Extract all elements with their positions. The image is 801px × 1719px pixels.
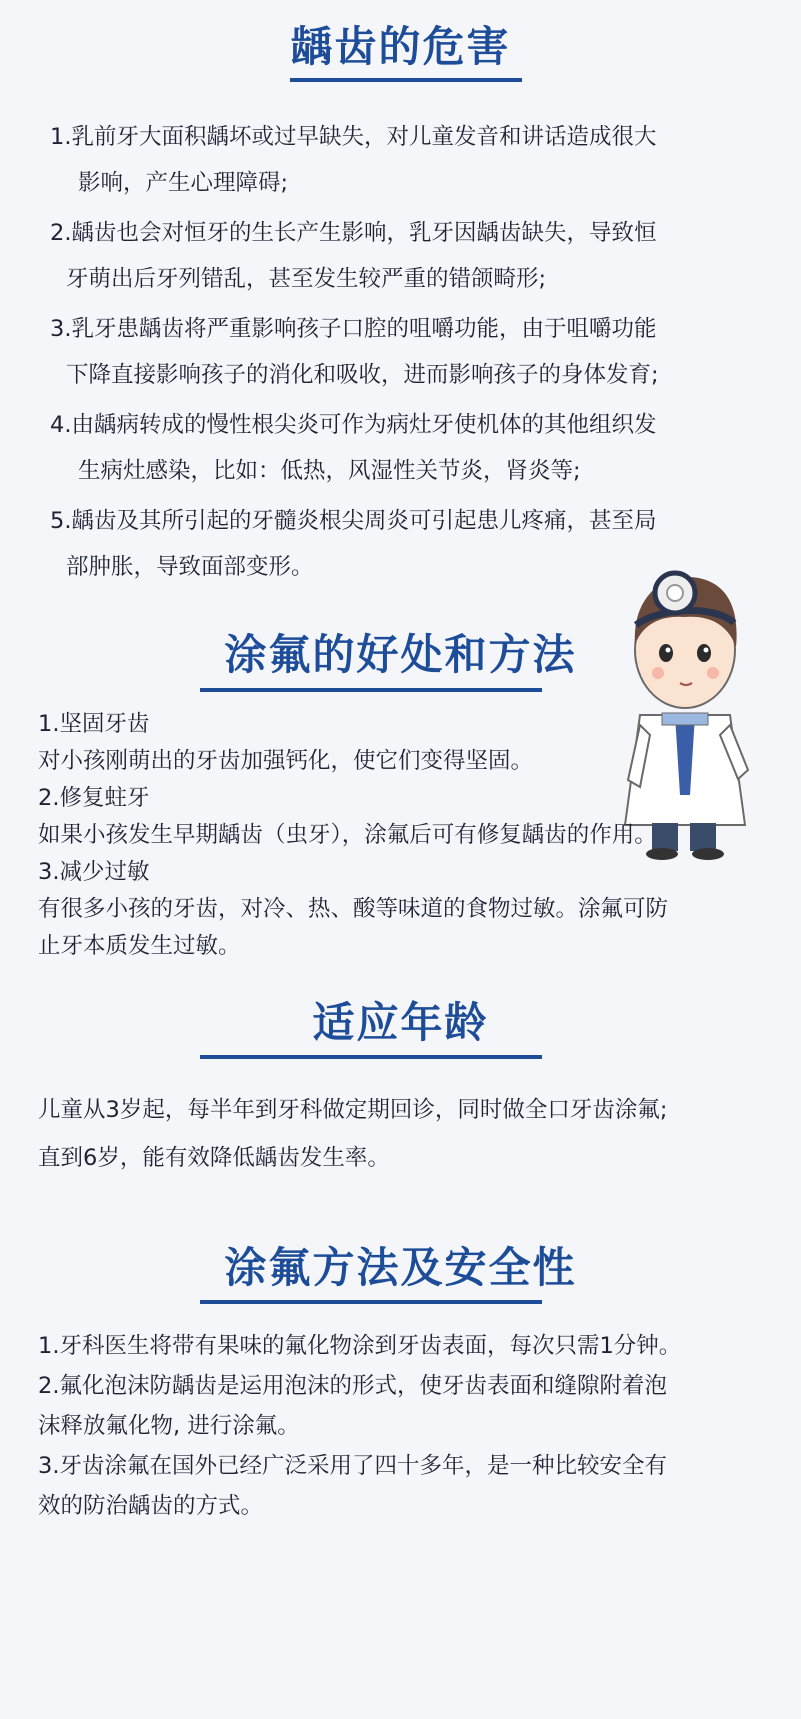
benefit-heading-3: 3.减少过敏 [38, 859, 150, 885]
section-title-suitable-age: 适应年龄 [312, 998, 489, 1047]
method-line-3b: 效的防治龋齿的方式。 [38, 1493, 264, 1519]
benefit-text-1: 对小孩刚萌出的牙齿加强钙化，使它们变得坚固。 [38, 748, 534, 774]
title-underline [200, 1055, 542, 1059]
benefit-text-2: 如果小孩发生早期龋齿（虫牙），涂氟后可有修复龋齿的作用。 [38, 822, 657, 848]
method-line-2a: 2.氟化泡沫防龋齿是运用泡沫的形式，使牙齿表面和缝隙附着泡 [38, 1373, 667, 1399]
age-text: 儿童从3岁起，每半年到牙科做定期回诊，同时做全口牙齿涂氟; 直到6岁，能有效降低龋齿发生率。 [38, 1097, 668, 1171]
method-line-2b: 沫释放氟化物, 进行涂氟。 [38, 1413, 300, 1439]
title-underline [200, 1300, 542, 1304]
harm-item-1: 1.乳前牙大面积龋坏或过早缺失，对儿童发音和讲话造成很大 影响，产生心理障碍; [50, 124, 657, 196]
benefit-text-3b: 止牙本质发生过敏。 [38, 933, 241, 959]
harm-item-4: 4.由龋病转成的慢性根尖炎可作为病灶牙使机体的其他组织发 生病灶感染，比如：低热，风湿性关节炎，肾炎等; [50, 412, 657, 484]
benefit-text-3a: 有很多小孩的牙齿，对冷、热、酸等味道的食物过敏。涂氟可防 [38, 896, 669, 922]
harm-item-3: 3.乳牙患龋齿将严重影响孩子口腔的咀嚼功能，由于咀嚼功能 下降直接影响孩子的消化和吸收，进而影响孩子的身体发育; [50, 316, 659, 388]
method-line-3a: 3.牙齿涂氟在国外已经广泛采用了四十多年，是一种比较安全有 [38, 1453, 667, 1479]
method-list [38, 1326, 681, 1526]
benefits-list [38, 706, 668, 965]
benefit-heading-2: 2.修复蛀牙 [38, 785, 150, 811]
section-title-caries-harm: 龋齿的危害 [290, 22, 511, 71]
benefit-heading-1: 1.坚固牙齿 [38, 711, 150, 737]
method-line-1: 1.牙科医生将带有果味的氟化物涂到牙齿表面，每次只需1分钟。 [38, 1333, 682, 1359]
section-title-method-safety: 涂氟方法及安全性 [224, 1243, 577, 1292]
harm-item-5: 5.龋齿及其所引起的牙髓炎根尖周炎可引起患儿疼痛，甚至局 部肿胀，导致面部变形。 [50, 508, 657, 580]
title-underline [290, 78, 522, 82]
title-underline [200, 688, 542, 692]
harm-item-2: 2.龋齿也会对恒牙的生长产生影响，乳牙因龋齿缺失，导致恒 牙萌出后牙列错乱，甚至发生较严重的错颌畸形; [50, 220, 657, 292]
section-title-fluoride-benefits: 涂氟的好处和方法 [224, 630, 577, 679]
